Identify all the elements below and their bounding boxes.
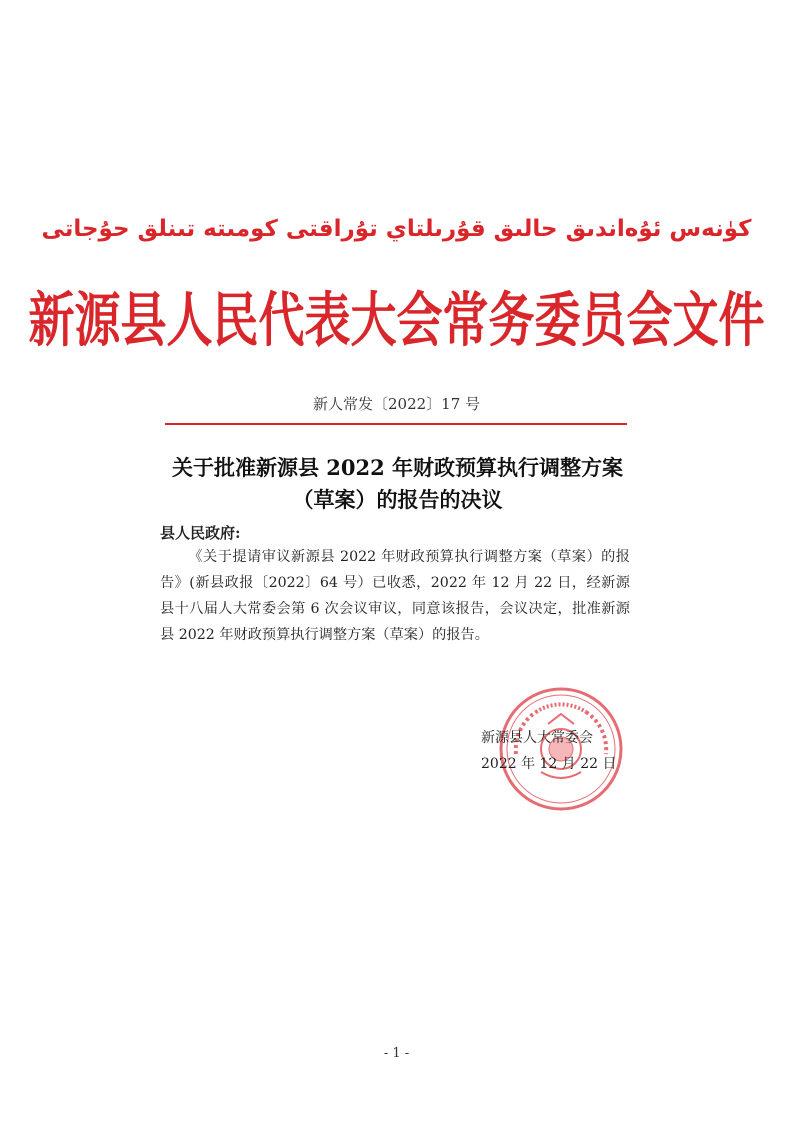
signature-organization: 新源县人大常委会	[481, 730, 593, 746]
issuer-title: 新源县人民代表大会常务委员会文件	[28, 285, 765, 355]
signature-date: 2022 年 12 月 22 日	[481, 756, 617, 772]
header-divider	[165, 423, 627, 425]
issuer-uyghur-line: كۈنەس ئۇەاندىق حالىق قۇرىلتاي تۇراقتى كومىتە تىنلق حۇجاتى	[41, 216, 752, 242]
addressee: 县人民政府:	[160, 524, 241, 542]
resolution-title-line-2: （草案）的报告的决议	[292, 487, 503, 512]
official-seal-icon	[496, 684, 626, 814]
resolution-title	[160, 452, 635, 516]
resolution-title-line-1: 关于批准新源县 2022 年财政预算执行调整方案	[171, 455, 624, 480]
body-paragraph: 《关于提请审议新源县 2022 年财政预算执行调整方案（草案）的报告》(新县政报〔2022〕64 号）已收悉，2022 年 12 月 22 日，经新源县十八届人大常委会第 6 次会议审议，同意该报告，会议决定，批准新源县 2022 年财政预算执行调整方案（草案）的报告。	[160, 549, 630, 643]
page-number: - 1 -	[383, 1046, 410, 1061]
document-number: 新人常发〔2022〕17 号	[312, 395, 481, 413]
